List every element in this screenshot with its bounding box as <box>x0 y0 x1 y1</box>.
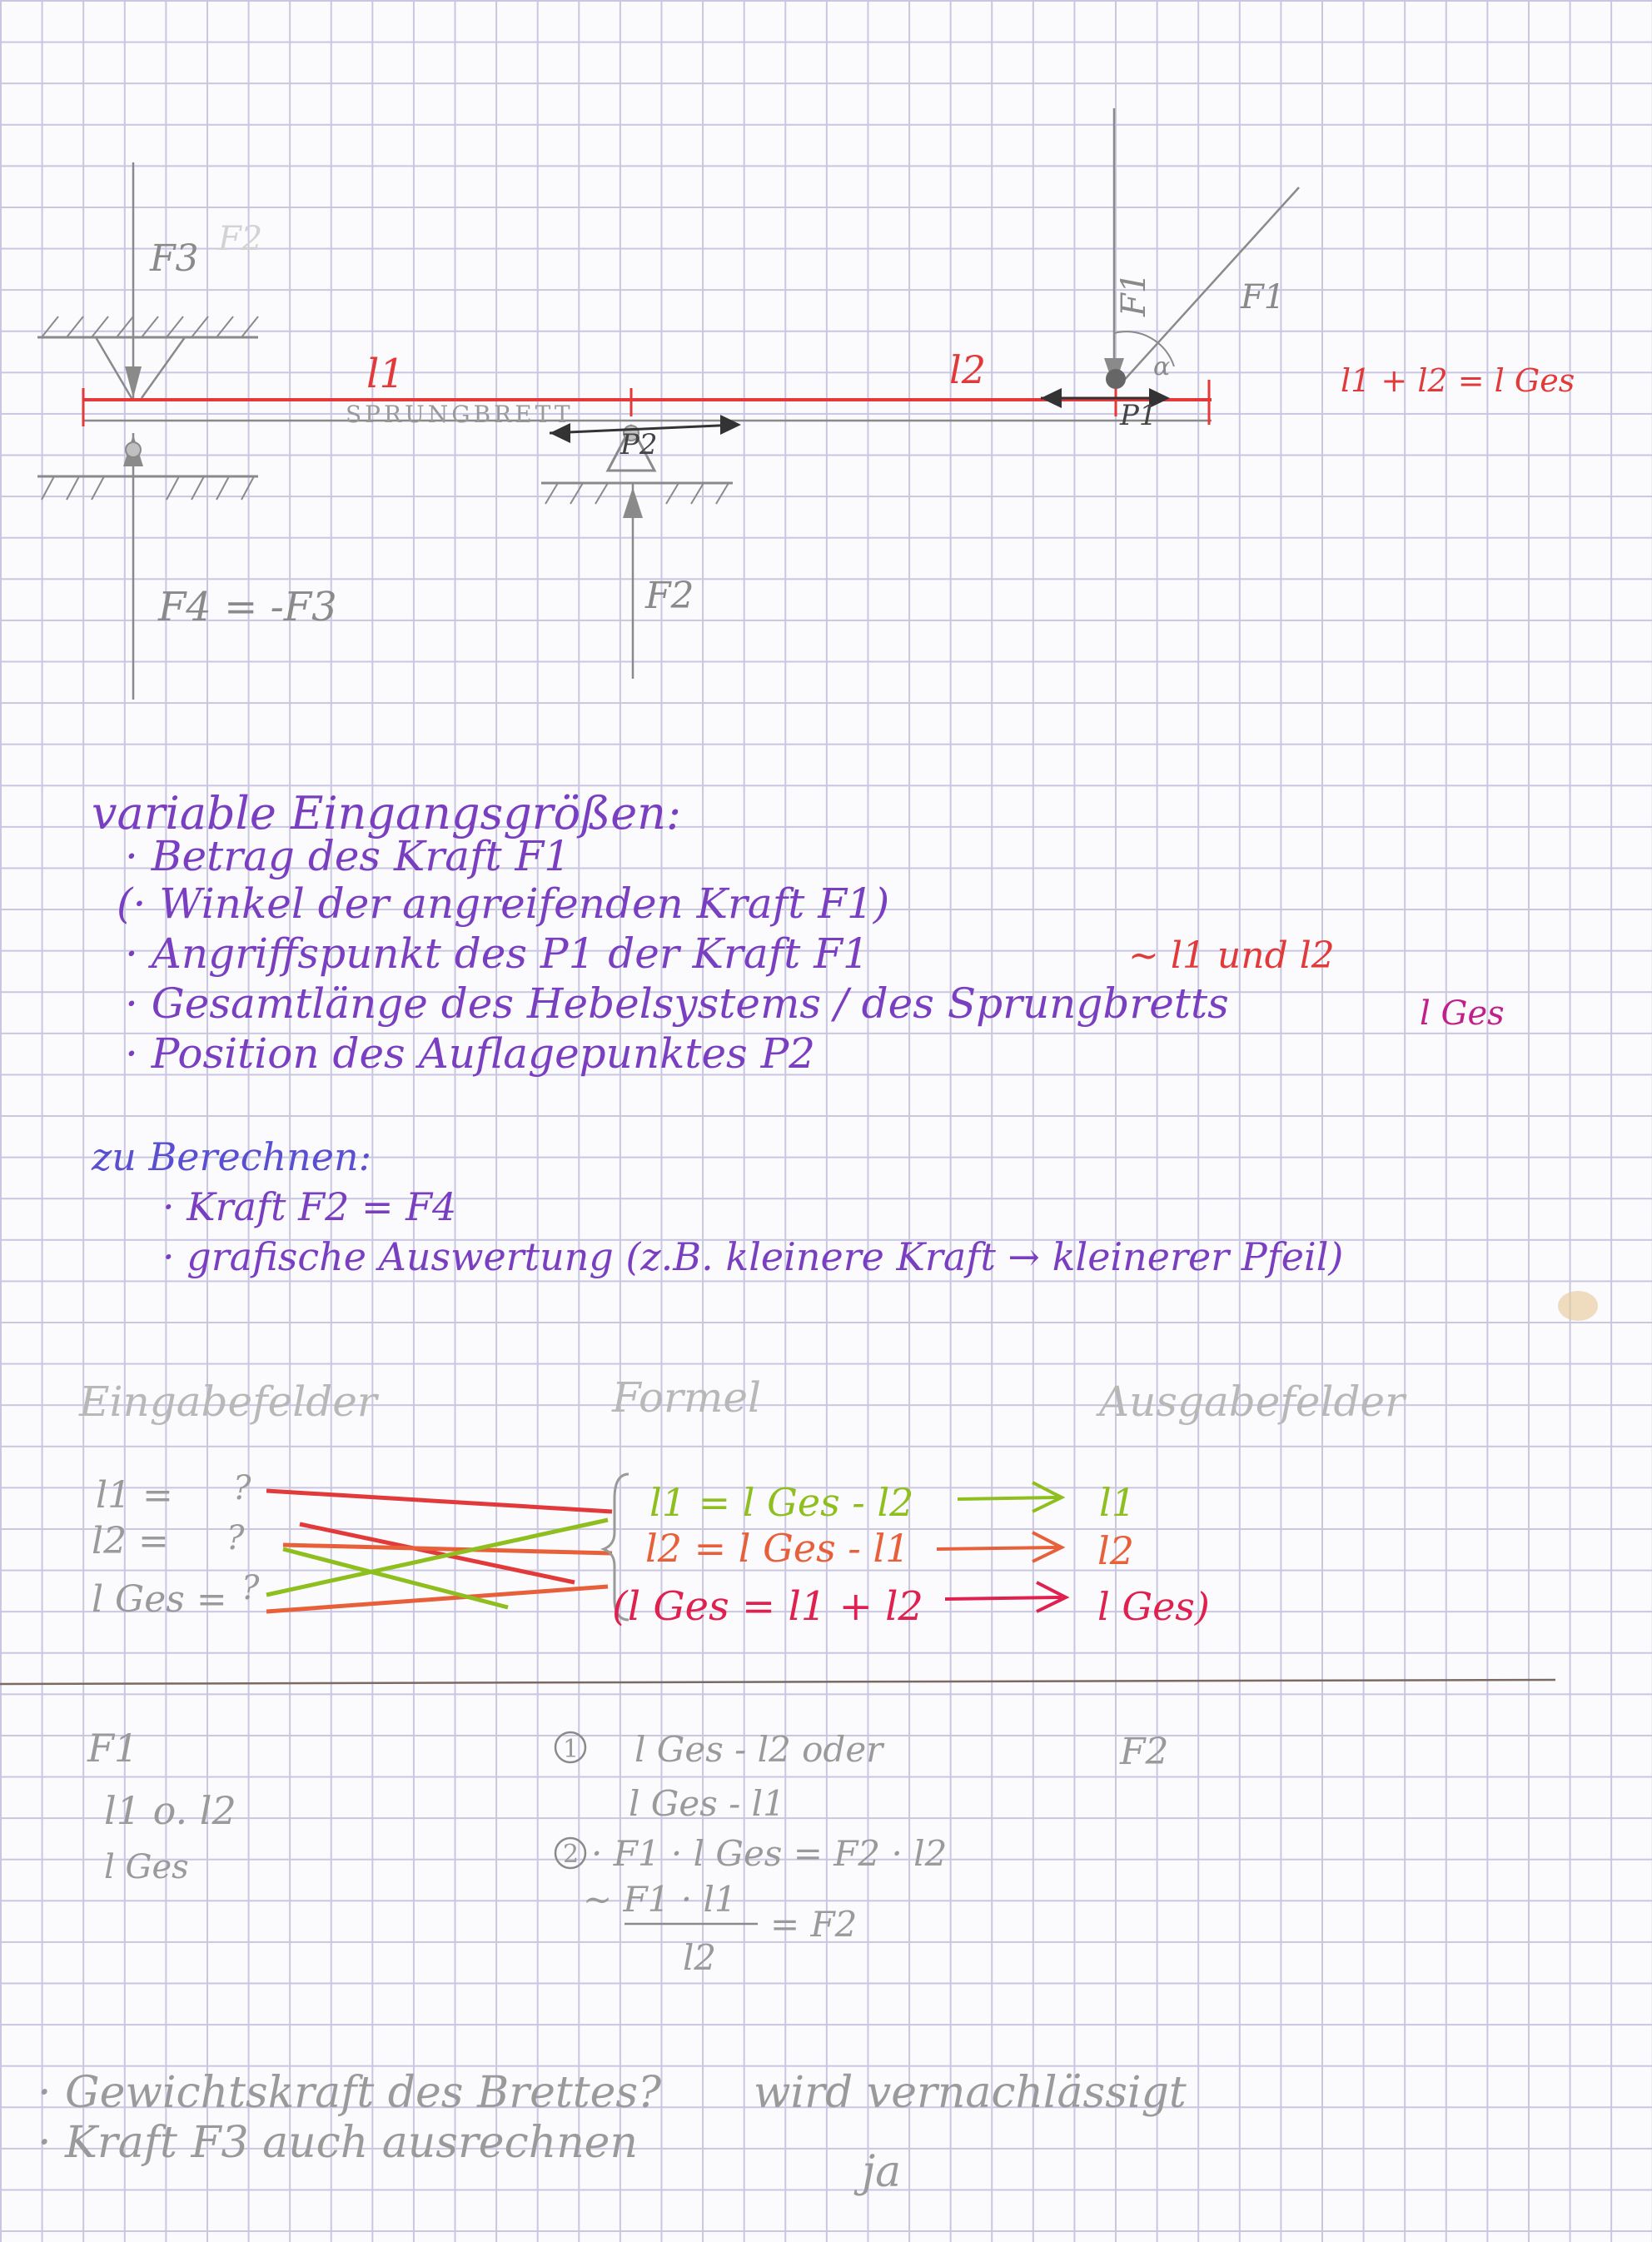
column-header-input: Eingabefelder <box>79 1378 377 1426</box>
calc-step3-equals: = F2 <box>770 1904 858 1945</box>
variable-input-item: · Betrag des Kraft F1 <box>125 832 571 880</box>
formula-lges: (l Ges = l1 + l2 <box>612 1583 923 1630</box>
label-sprungbrett: SPRUNGBRETT <box>346 401 574 428</box>
variable-inputs-section <box>92 787 1505 1078</box>
to-calculate-item: · Kraft F2 = F4 <box>162 1184 457 1229</box>
output-lges: l Ges) <box>1097 1584 1210 1629</box>
variable-input-item: · Angriffspunkt des P1 der Kraft F1 <box>125 929 869 978</box>
output-l1: l1 <box>1099 1480 1136 1525</box>
label-f3-faint: F2 <box>218 220 263 258</box>
column-header-formula: Formel <box>612 1373 761 1422</box>
calculation-section <box>87 1726 1169 1978</box>
note-answer: ja <box>862 2147 902 2197</box>
calc-step2-line: · F1 · l Ges = F2 · l2 <box>591 1833 948 1874</box>
to-calculate-item: · grafische Auswertung (z.B. kleinere Kraft → kleinerer Pfeil) <box>162 1234 1344 1279</box>
calc-step3-denominator: l2 <box>683 1937 717 1978</box>
calc-right-f2: F2 <box>1120 1731 1169 1773</box>
input-placeholder: ? <box>233 1469 251 1507</box>
input-field-label: l Ges = <box>92 1578 227 1621</box>
input-placeholder: ? <box>241 1569 260 1607</box>
output-l2: l2 <box>1097 1528 1134 1573</box>
calc-left-f1: F1 <box>87 1726 139 1771</box>
to-calculate-section <box>91 1134 1343 1279</box>
calc-step2-marker: 2 <box>563 1840 580 1869</box>
note-answer: wird vernachlässigt <box>754 2068 1187 2118</box>
label-p1: P1 <box>1120 399 1157 432</box>
calc-step1-marker: 1 <box>563 1735 580 1764</box>
formula-l2: l2 = l Ges - l1 <box>645 1526 910 1571</box>
label-f1-diagonal: F1 <box>1241 278 1286 316</box>
variable-input-note: l Ges <box>1420 994 1505 1033</box>
formula-total-length: l1 + l2 = l Ges <box>1341 362 1575 399</box>
label-f1-vertical: F1 <box>1115 272 1153 316</box>
label-alpha: α <box>1153 352 1171 381</box>
notes-section <box>37 2068 1187 2197</box>
calc-left-l: l1 o. l2 <box>104 1788 236 1833</box>
variable-input-item: · Gesamtlänge des Hebelsystems / des Sprungbretts <box>125 979 1229 1028</box>
variable-input-item: · Position des Auflagepunktes P2 <box>125 1029 816 1078</box>
to-calculate-heading: zu Berechnen: <box>92 1134 372 1179</box>
variable-input-note: ~ l1 und l2 <box>1128 934 1335 977</box>
section-divider <box>0 1680 1555 1684</box>
calc-step3-numerator: ~ F1 · l1 <box>583 1879 737 1920</box>
label-l1: l1 <box>366 351 405 397</box>
label-p2: P2 <box>620 428 658 461</box>
input-field-label: l1 = <box>96 1474 173 1517</box>
calc-step1-line: l Ges - l1 <box>629 1783 785 1824</box>
formula-l1: l1 = l Ges - l2 <box>649 1480 914 1525</box>
label-l2: l2 <box>949 347 986 392</box>
label-f4-eq: F4 = -F3 <box>158 584 337 630</box>
label-f2: F2 <box>645 575 694 617</box>
variable-input-item: (· Winkel der angreifenden Kraft F1) <box>117 879 890 928</box>
variable-inputs-heading: variable Eingangsgrößen: <box>92 787 682 840</box>
note-question: · Kraft F3 auch ausrechnen <box>37 2118 638 2168</box>
input-field-label: l2 = <box>92 1520 169 1562</box>
input-placeholder: ? <box>226 1519 245 1557</box>
fields-table <box>78 1373 1407 1630</box>
calc-left-lges: l Ges <box>104 1848 189 1886</box>
column-header-output: Ausgabefelder <box>1099 1378 1405 1426</box>
note-question: · Gewichtskraft des Brettes? <box>37 2068 661 2118</box>
calc-step1-line: l Ges - l2 oder <box>634 1729 883 1770</box>
label-f3: F3 <box>150 237 199 280</box>
